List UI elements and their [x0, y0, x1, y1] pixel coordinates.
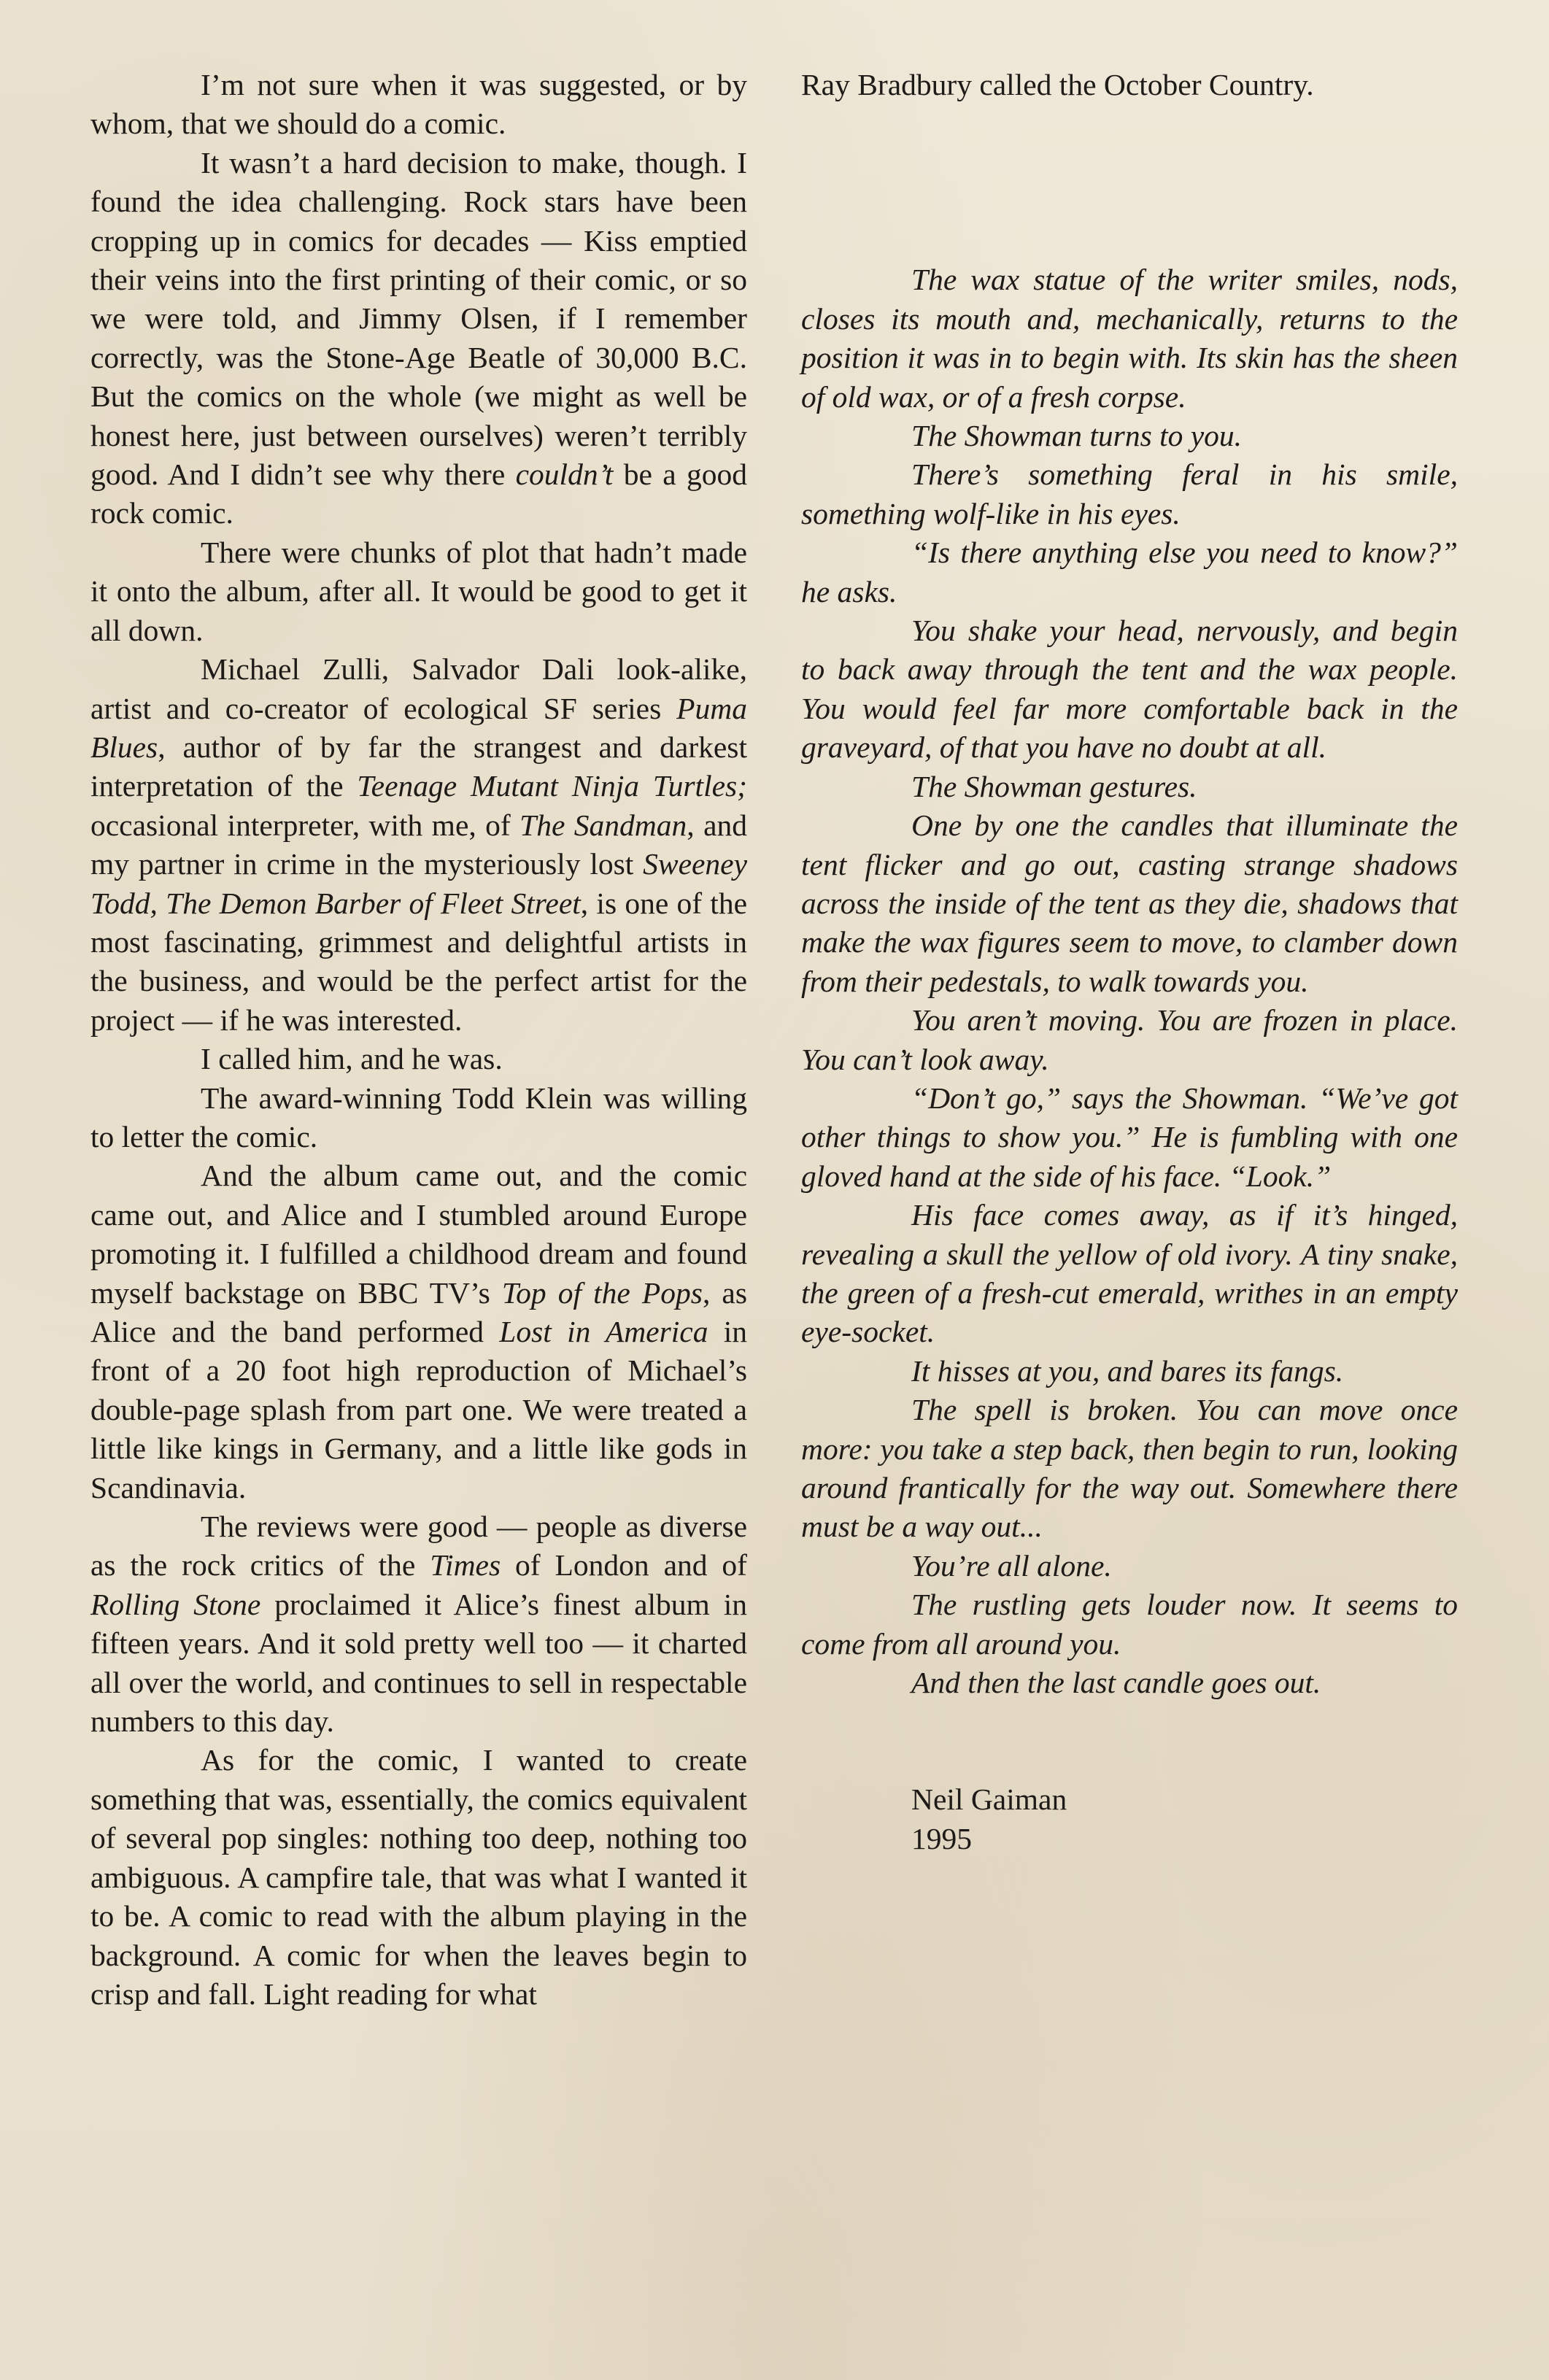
story-paragraph: “Don’t go,” says the Showman. “We’ve got other things to show you.” He is fumbling with one gloved hand at the side of his face. “Look.”	[801, 1081, 1458, 1193]
story-paragraph: And then the last candle goes out.	[911, 1666, 1321, 1700]
left-column	[90, 66, 747, 2014]
story-paragraph: It hisses at you, and bares its fangs.	[911, 1353, 1344, 1388]
story-paragraph: One by one the candles that illuminate the tent flicker and go out, casting strange shadows across the inside of the tent as they die, shadows that make the wax figures seem to move, to clamber down from their pedestals, to walk towards you.	[801, 808, 1458, 998]
paragraph: And the album came out, and the comic came out, and Alice and I stumbled around Europe promoting it. I fulfilled a childhood dream and found myself backstage on BBC TV’s Top of the Pops, as Alice and the band performed Lost in America in front of a 20 foot high reproduction of Michael’s double-page splash from part one. We were treated a little like kings in Germany, and a little like gods in Scandinavia.	[90, 1159, 747, 1504]
paragraph: I called him, and he was.	[201, 1042, 503, 1076]
paragraph: The reviews were good — people as diverse as the rock critics of the Times of London and of Rolling Stone proclaimed it Alice’s finest album in fifteen years. And it sold pretty well too — it charted all over the world, and continues to sell in respectable numbers to this day.	[90, 1510, 748, 1739]
author-name: Neil Gaiman	[911, 1782, 1067, 1817]
story-passage	[801, 260, 1458, 1702]
story-paragraph: The spell is broken. You can move once more: you take a step back, then begin to run, looking around frantically for the way out. Somewhere there must be a way out...	[801, 1393, 1458, 1544]
paragraph: Michael Zulli, Salvador Dali look-alike, artist and co-creator of ecological SF series Puma Blues, author of by far the strangest and darkest interpretation of the Teenage Mutant Ninja Turtles; occasional interpreter, with me, of The Sandman, and my partner in crime in the mysteriously lost Sweeney Todd, The Demon Barber of Fleet Street, is one of the most fascinating, grimmest and delightful artists in the business, and would be the perfect artist for the project — if he was interested.	[90, 652, 747, 1037]
story-paragraph: There’s something feral in his smile, something wolf-like in his eyes.	[801, 457, 1458, 530]
story-paragraph: The wax statue of the writer smiles, nods, closes its mouth and, mechanically, returns to the position it was in to begin with. Its skin has the sheen of old wax, or of a fresh corpse.	[801, 263, 1458, 414]
story-paragraph: His face comes away, as if it’s hinged, revealing a skull the yellow of old ivory. A tiny snake, the green of a fresh-cut emerald, writhes in an empty eye-socket.	[801, 1198, 1458, 1349]
paragraph: It wasn’t a hard decision to make, though. I found the idea challenging. Rock stars have been cropping up in comics for decades — Kiss emptied their veins into the first printing of their comic, or so we were told, and Jimmy Olsen, if I remember correctly, was the Stone-Age Beatle of 30,000 B.C. But the comics on the whole (we might as well be honest here, just between ourselves) weren’t terribly good. And I didn’t see why there couldn’t be a good rock comic.	[90, 145, 747, 530]
paragraph: The award-winning Todd Klein was willing to letter the comic.	[90, 1081, 747, 1154]
paragraph: I’m not sure when it was suggested, or by whom, that we should do a comic.	[90, 68, 747, 141]
right-column	[801, 66, 1458, 1858]
paragraph-continuation: Ray Bradbury called the October Country.	[801, 68, 1314, 101]
paragraph: There were chunks of plot that hadn’t made it onto the album, after all. It would be good to get it all down.	[90, 535, 747, 647]
signature	[801, 1780, 1458, 1858]
paragraph: As for the comic, I wanted to create something that was, essentially, the comics equivalent of several pop singles: nothing too deep, nothing too ambiguous. A campfire tale, that was what I wanted it to be. A comic to read with the album playing in the background. A comic for when the leaves begin to crisp and fall. Light reading for what	[90, 1743, 747, 2011]
story-paragraph: You shake your head, nervously, and begin to back away through the tent and the wax people. You would feel far more comfortable back in the graveyard, of that you have no doubt at all.	[801, 614, 1458, 765]
story-paragraph: You aren’t moving. You are frozen in place. You can’t look away.	[801, 1003, 1458, 1076]
story-paragraph: The Showman gestures.	[911, 769, 1197, 803]
story-paragraph: The rustling gets louder now. It seems to come from all around you.	[801, 1588, 1458, 1661]
story-paragraph: “Is there anything else you need to know?” he asks.	[801, 536, 1458, 608]
signature-year: 1995	[911, 1821, 972, 1855]
story-paragraph: The Showman turns to you.	[911, 419, 1243, 453]
story-paragraph: You’re all alone.	[911, 1548, 1112, 1583]
